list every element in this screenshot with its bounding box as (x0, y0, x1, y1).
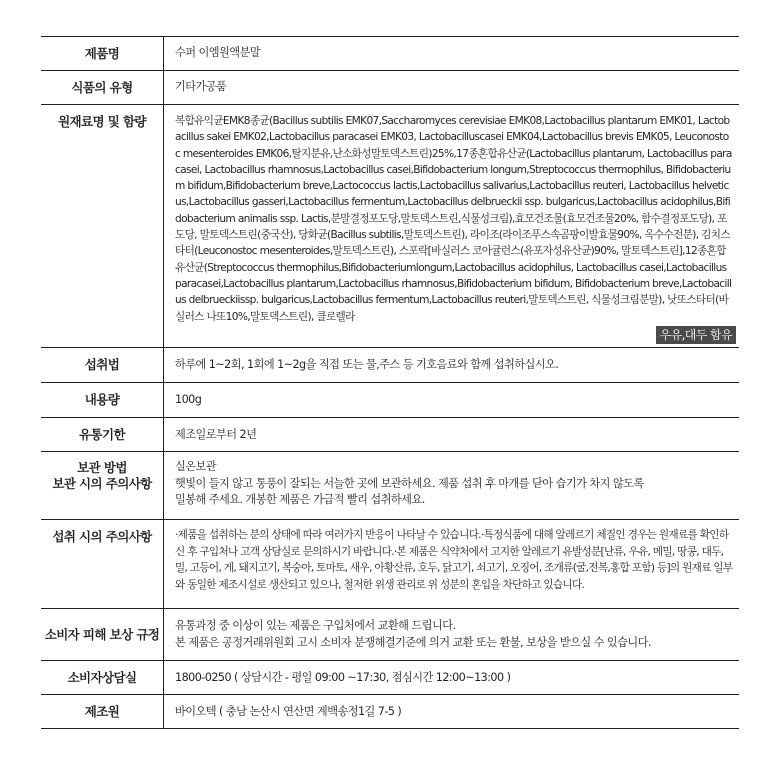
label-storage (41, 452, 164, 520)
label-consumer-center: 소비자상담실 (41, 661, 164, 695)
row-net-content (41, 383, 739, 418)
row-storage (41, 452, 739, 520)
label-storage-line-2: 보관 시의 주의사항 (52, 476, 152, 492)
value-net-content: 100g (175, 393, 202, 406)
value-consumer-center: 1800-0250 ( 상담시간 - 평일 09:00 ~17:30, 점심시간 12:00~13:00 ) (175, 670, 511, 684)
value-ingredients-cell (164, 105, 740, 348)
value-storage (164, 452, 740, 520)
allergen-badge-wrap (175, 326, 733, 347)
row-compensation (41, 609, 739, 661)
label-cautions: 섭취 시의 주의사항 (41, 520, 164, 609)
row-product-name (41, 37, 739, 71)
label-storage-line-1: 보관 방법 (77, 460, 127, 476)
row-manufacturer (41, 695, 739, 729)
row-directions (41, 348, 739, 383)
row-food-type (41, 71, 739, 105)
value-manufacturer: 바이오텍 ( 충남 논산시 연산면 계백송정1길 7-5 ) (175, 704, 402, 718)
storage-line-2: 햇빛이 들지 않고 통풍이 잘되는 서늘한 곳에 보관하세요. 제품 섭취 후 마개를 닫아 습기가 차지 않도록 (175, 476, 644, 490)
row-ingredients (41, 105, 739, 348)
label-ingredients: 원재료명 및 함량 (41, 105, 164, 348)
storage-line-1: 실온보관 (175, 460, 217, 474)
ingredients-text: 복합유익균EMK8종균(Bacillus subtilis EMK07,Saccharomyces cerevisiae EMK08,Lactobacillus plantarum EMK01, Lactobacillus sakei EMK02,Lactobacillus paracasei EMK03, Lactobacilluscasei EMK04,Lactobacillus brevis EMK05, Leuconostoc mesenteroides EMK06,탈지분유,난소화성말토덱스트린)25%,17종혼합유산균(Lactobacillus plantarum, Lactobacillus paracasei, Lactobacillus rhamnosus,Lactobacillus casei,Bifidobacterium longum,Streptococcus thermophilus, Bifidobacterium bifidum,Bifidobacterium breve,Lactococcus lactis,Lactobacillus salivarius,Lactobacillus reuteri, Lactobacillus helveticus,Lactobacillus gasseri,Lactobacillus fermentum,Lactobacillus delbrueckii ssp. bulgaricus,Lactobacillus acidophilus,Bifidobacterium animalis ssp. Lactis,분말결정포도당,말토덱스트린,식물성크림),효모건조물(효모건조물20%, 함수결정포도당), 포도당, 말토덱스트린(중국산), 당화균(Bacillus subtilis,말토덱스트린), 라이조(라이조푸스속곰팡이발효물90%, 옥수수전분), 김치스타터(Leuconostoc mesenteroides,말토덱스트린), 스포락[바실러스 코아귤런스(유포자성유산균)90%, 말토덱스트린],12종혼합유산균(Streptococcus thermophilus,Bifidobacteriumlongum,Lactobacillus acidophilus, Lactobacillus casei,Lactobacillus paracasei,Lactobacillus plantarum,Lactobacillus rhamnosus,Bifidobacterium bifidum, Bifidobacterium breve,Lactobacillus delbrueckiissp. bulgaricus,Lactobacillus fermentum,Lactobacillus reuteri,말토덱스트린, 식물성크림분말), 낫또스타터(바실러스 나또10%,말토덱스트린), 클로렐라 (175, 115, 732, 323)
value-expiration: 제조일로부터 2년 (175, 427, 257, 441)
label-manufacturer: 제조원 (41, 695, 164, 729)
value-product-name: 수퍼 이엠원액분말 (175, 46, 261, 60)
row-cautions (41, 520, 739, 609)
label-expiration: 유통기한 (41, 418, 164, 452)
value-food-type: 기타가공품 (175, 80, 227, 94)
storage-line-3: 밀봉해 주세요. 개봉한 제품은 가급적 빨리 섭취하세요. (175, 493, 425, 507)
label-compensation: 소비자 피해 보상 규정 (41, 609, 164, 661)
label-directions: 섭취법 (41, 348, 164, 383)
value-compensation (164, 609, 740, 661)
compensation-line-2: 본 제품은 공정거래위원회 고시 소비자 분쟁해결기준에 의거 교환 또는 환불, 보상을 받으실 수 있습니다. (175, 635, 651, 649)
row-expiration (41, 418, 739, 452)
compensation-line-1: 유통과정 중 이상이 있는 제품은 구입처에서 교환해 드립니다. (175, 619, 456, 633)
row-consumer-center (41, 661, 739, 695)
value-directions: 하루에 1~2회, 1회에 1~2g을 직접 또는 물,주스 등 기호음료와 함께 섭취하십시오. (175, 358, 559, 371)
cautions-text: ·제품을 섭취하는 분의 상태에 따라 여러가지 반응이 나타날 수 있습니다.·특정식품에 대해 알레르기 체질인 경우는 원재료를 확인하신 후 구입처나 고객 상담실로 문의하시기 바랍니다.·본 제품은 식약처에서 고지한 알레르기 유발성분[난류, 우유, 메밀, 땅콩, 대두, 밀, 고등어, 게, 돼지고기, 복숭아, 토마토, 새우, 아황산류, 호두, 닭고기, 쇠고기, 오징어, 조개류(굴,전복,홍합 포함) 등]의 원재료 일부와 동일한 제조시설로 생산되고 있으나, 철저한 위생 관리로 위 성분의 혼입을 차단하고 있습니다. (175, 529, 733, 591)
label-product-name: 제품명 (41, 37, 164, 71)
label-food-type: 식품의 유형 (41, 71, 164, 105)
label-net-content: 내용량 (41, 383, 164, 418)
value-cautions (164, 520, 740, 609)
allergen-badge: 우유,대두 함유 (656, 326, 736, 344)
product-info-table (41, 36, 739, 729)
